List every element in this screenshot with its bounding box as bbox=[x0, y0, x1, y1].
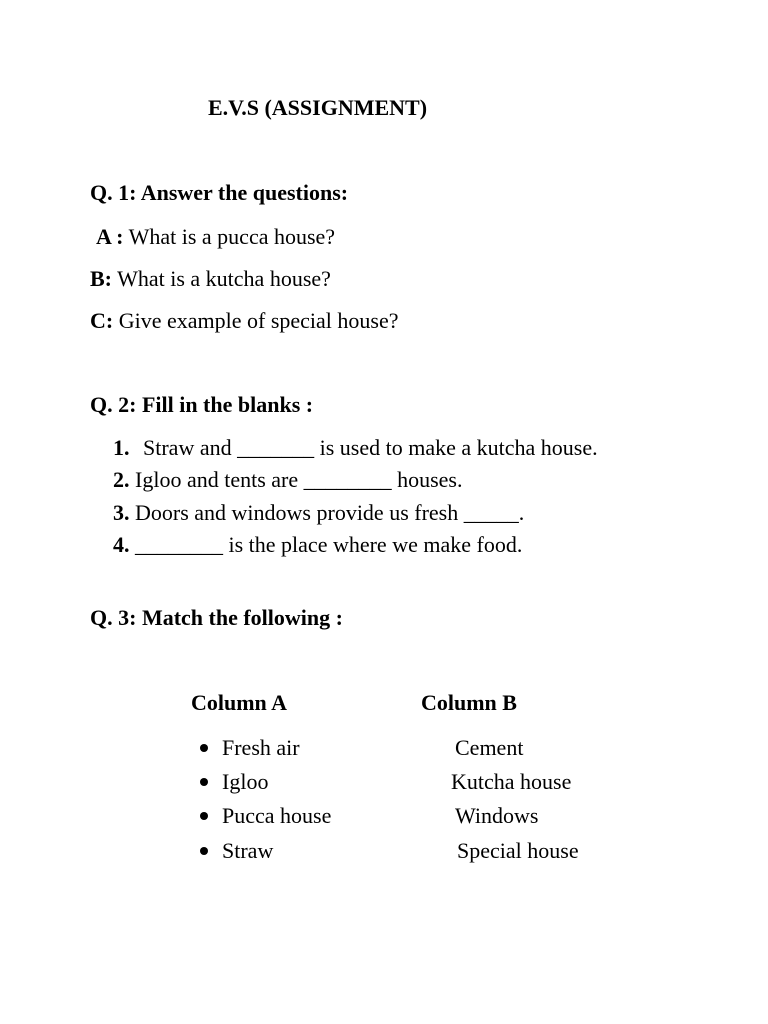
q1-question-c bbox=[90, 308, 399, 334]
q2-blank-4 bbox=[113, 532, 522, 558]
q1-question-b-label: B: bbox=[90, 266, 112, 291]
q2-blank-1-text: Straw and _______ is used to make a kutcha house. bbox=[143, 435, 598, 460]
column-a-item-text: Fresh air bbox=[222, 735, 300, 760]
column-b-item: Kutcha house bbox=[451, 769, 572, 794]
q2-blank-4-text: ________ is the place where we make food. bbox=[135, 532, 523, 557]
column-a-item bbox=[200, 838, 273, 864]
q1-heading: Q. 1: Answer the questions: bbox=[90, 180, 349, 205]
column-a-item-text: Igloo bbox=[222, 769, 269, 794]
bullet-icon bbox=[200, 812, 208, 820]
q1-question-b bbox=[90, 266, 331, 292]
q2-blank-1-number: 1. bbox=[113, 435, 130, 460]
q1-question-a bbox=[96, 224, 335, 250]
q2-blank-1 bbox=[113, 435, 598, 461]
column-a-heading: Column A bbox=[191, 690, 287, 715]
column-b-item: Cement bbox=[455, 735, 524, 760]
column-a-item bbox=[200, 735, 300, 761]
q1-question-a-label: A : bbox=[96, 224, 124, 249]
q1-question-a-text: What is a pucca house? bbox=[123, 224, 336, 249]
column-a-item bbox=[200, 803, 331, 829]
column-b-item: Windows bbox=[455, 803, 539, 828]
q2-blank-4-number: 4. bbox=[113, 532, 130, 557]
q1-question-c-text: Give example of special house? bbox=[113, 308, 399, 333]
q2-blank-3-text: Doors and windows provide us fresh _____. bbox=[135, 500, 525, 525]
q1-question-b-text: What is a kutcha house? bbox=[112, 266, 331, 291]
page-title: E.V.S (ASSIGNMENT) bbox=[208, 95, 428, 120]
column-b-heading: Column B bbox=[421, 690, 517, 715]
column-a-item-text: Straw bbox=[222, 838, 274, 863]
q2-blank-2 bbox=[113, 467, 463, 493]
bullet-icon bbox=[200, 847, 208, 855]
q3-heading: Q. 3: Match the following : bbox=[90, 605, 343, 630]
q2-blank-3 bbox=[113, 500, 524, 526]
bullet-icon bbox=[200, 744, 208, 752]
q2-blank-3-number: 3. bbox=[113, 500, 130, 525]
q1-question-c-label: C: bbox=[90, 308, 114, 333]
q2-blank-2-number: 2. bbox=[113, 467, 130, 492]
q2-heading: Q. 2: Fill in the blanks : bbox=[90, 392, 314, 417]
q2-blank-2-text: Igloo and tents are ________ houses. bbox=[135, 467, 463, 492]
column-b-item: Special house bbox=[457, 838, 579, 863]
column-a-item-text: Pucca house bbox=[222, 803, 332, 828]
bullet-icon bbox=[200, 778, 208, 786]
column-a-item bbox=[200, 769, 268, 795]
